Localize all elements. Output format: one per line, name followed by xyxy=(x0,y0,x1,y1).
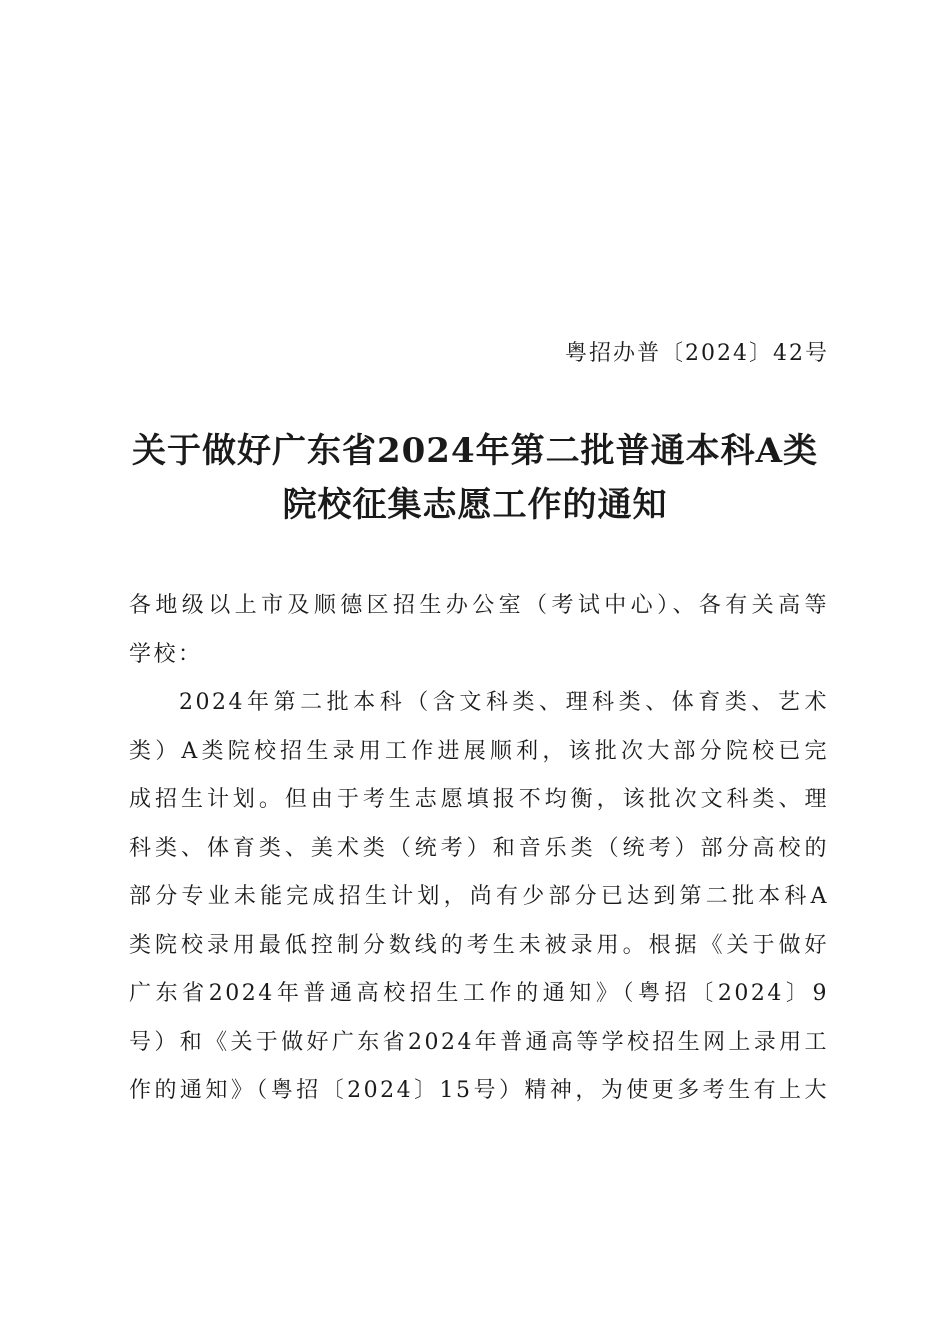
body-line-addressee-end: 学校： xyxy=(129,641,203,667)
document-body xyxy=(129,582,829,1116)
body-line: 作的通知》（粤招〔2024〕15号）精神，为使更多考生有上大 xyxy=(129,1078,829,1103)
body-line-paragraph-start: 2024年第二批本科（含文科类、理科类、体育类、艺术 xyxy=(179,690,829,715)
body-line: 部分专业未能完成招生计划，尚有少部分已达到第二批本科A xyxy=(129,884,829,909)
document-number: 粤招办普〔2024〕42号 xyxy=(565,341,829,366)
body-line: 成招生计划。但由于考生志愿填报不均衡，该批次文科类、理 xyxy=(129,787,829,812)
body-line: 类）A类院校招生录用工作进展顺利，该批次大部分院校已完 xyxy=(129,738,829,764)
title-line: 院校征集志愿工作的通知 xyxy=(282,485,668,525)
title-line: 关于做好广东省2024年第二批普通本科A类 xyxy=(131,431,818,471)
body-line: 号）和《关于做好广东省2024年普通高等学校招生网上录用工 xyxy=(129,1029,829,1055)
body-line: 科类、体育类、美术类（统考）和音乐类（统考）部分高校的 xyxy=(129,835,829,861)
body-line: 类院校录用最低控制分数线的考生未被录用。根据《关于做好 xyxy=(129,932,829,958)
body-line: 广东省2024年普通高校招生工作的通知》（粤招〔2024〕9 xyxy=(129,981,829,1006)
document-title xyxy=(100,424,850,532)
body-line-addressee: 各地级以上市及顺德区招生办公室（考试中心）、各有关高等 xyxy=(129,593,829,618)
